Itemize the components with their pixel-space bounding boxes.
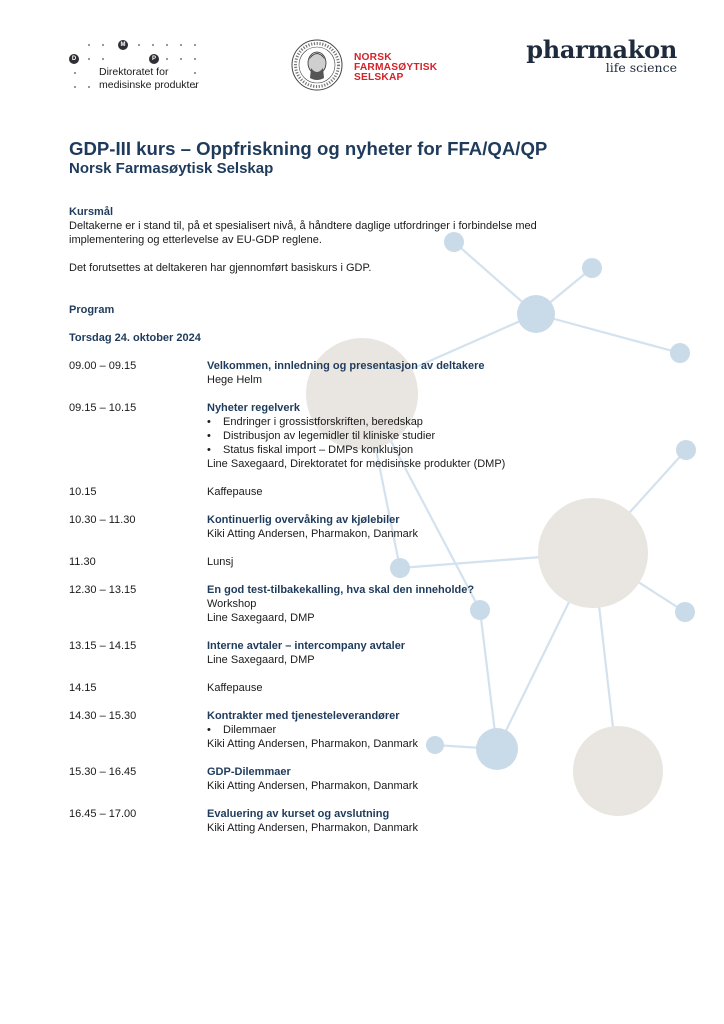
row-time: 14.15: [69, 682, 97, 694]
dmp-logo-letter-m: M: [118, 40, 128, 50]
row-time: 10.15: [69, 486, 97, 498]
pharmakon-logo-tagline: life science: [605, 60, 677, 75]
nfs-logo-line1: NORSK: [354, 52, 392, 63]
row-bullet: [207, 429, 627, 443]
bullet-icon: •: [207, 416, 211, 428]
row-time: 10.30 – 11.30: [69, 514, 136, 526]
row-bullet-text: Status fiskal import – DMPs konklusjon: [223, 444, 414, 456]
bullet-icon: •: [207, 724, 211, 736]
row-title: GDP-Dilemmaer: [207, 766, 291, 778]
row-time: 09.15 – 10.15: [69, 402, 137, 414]
row-title: En god test-tilbakekalling, hva skal den inneholde?: [207, 584, 475, 596]
dmp-logo: [68, 38, 218, 94]
bullet-icon: •: [207, 444, 211, 456]
row-bullet: [207, 415, 627, 429]
dmp-logo-letter-p: P: [149, 54, 159, 64]
row-time: 14.30 – 15.30: [69, 710, 137, 722]
kursmal-line-1: Deltakerne er i stand til, på et spesialisert nivå, å håndtere daglige utfordringer i forbindelse med: [69, 220, 537, 232]
row-break-label: Kaffepause: [207, 486, 263, 498]
row-time: 15.30 – 16.45: [69, 766, 137, 778]
row-title: Velkommen, innledning og presentasjon av deltakere: [207, 360, 485, 372]
row-title: Kontinuerlig overvåking av kjølebiler: [207, 514, 400, 526]
dmp-logo-text-line1: Direktoratet for: [99, 66, 169, 78]
row-speaker: Hege Helm: [207, 374, 263, 386]
pharmakon-logo-name: pharmakon: [526, 35, 677, 64]
row-speaker: Kiki Atting Andersen, Pharmakon, Danmark: [207, 822, 418, 834]
row-time: 11.30: [69, 556, 96, 568]
row-speaker: Kiki Atting Andersen, Pharmakon, Danmark: [207, 528, 418, 540]
row-speaker: Line Saxegaard, DMP: [207, 654, 315, 666]
kursmal-line-2: implementering og etterlevelse av EU-GDP reglene.: [69, 233, 322, 246]
row-speaker: Line Saxegaard, Direktoratet for medisinske produkter (DMP): [207, 458, 506, 470]
row-format: Workshop: [207, 598, 257, 610]
program-heading: Program: [69, 304, 115, 316]
row-title: Evaluering av kurset og avslutning: [207, 808, 390, 820]
row-bullet-text: Endringer i grossistforskriften, beredskap: [223, 416, 423, 428]
row-time: 12.30 – 13.15: [69, 584, 137, 596]
page-subtitle: Norsk Farmasøytisk Selskap: [69, 160, 274, 177]
dmp-logo-text-line2: medisinske produkter: [99, 79, 199, 91]
nfs-logo: [290, 38, 450, 92]
row-time: 13.15 – 14.15: [69, 640, 137, 652]
row-bullet: [207, 723, 627, 737]
prerequisite-text: Det forutsettes at deltakeren har gjennomført basiskurs i GDP.: [69, 262, 372, 274]
row-speaker: Kiki Atting Andersen, Pharmakon, Danmark: [207, 780, 418, 792]
row-title: Interne avtaler – intercompany avtaler: [207, 640, 406, 652]
kursmal-text: [69, 220, 629, 247]
kursmal-heading: Kursmål: [69, 206, 114, 218]
nfs-seal-icon: [290, 38, 344, 92]
pharmakon-logo: [506, 37, 681, 77]
row-break-label: Kaffepause: [207, 682, 263, 694]
row-break-label: Lunsj: [207, 556, 234, 568]
dmp-logo-letter-d: D: [69, 54, 79, 64]
row-bullet-text: Distribusjon av legemidler til kliniske studier: [223, 430, 436, 442]
row-title: Nyheter regelverk: [207, 402, 300, 414]
nfs-logo-line2: FARMASØYTISK: [354, 62, 438, 73]
nfs-logo-line3: SELSKAP: [354, 72, 404, 83]
program-date: Torsdag 24. oktober 2024: [69, 332, 201, 344]
row-title: Kontrakter med tjenesteleverandører: [207, 710, 400, 722]
row-time: 16.45 – 17.00: [69, 808, 137, 820]
bullet-icon: •: [207, 430, 211, 442]
row-time: 09.00 – 09.15: [69, 360, 137, 372]
row-bullet: [207, 443, 627, 457]
row-speaker: Line Saxegaard, DMP: [207, 612, 315, 624]
row-speaker: Kiki Atting Andersen, Pharmakon, Danmark: [207, 738, 418, 750]
row-bullet-text: Dilemmaer: [223, 724, 277, 736]
page-title: GDP-III kurs – Oppfriskning og nyheter for FFA/QA/QP: [69, 138, 548, 159]
